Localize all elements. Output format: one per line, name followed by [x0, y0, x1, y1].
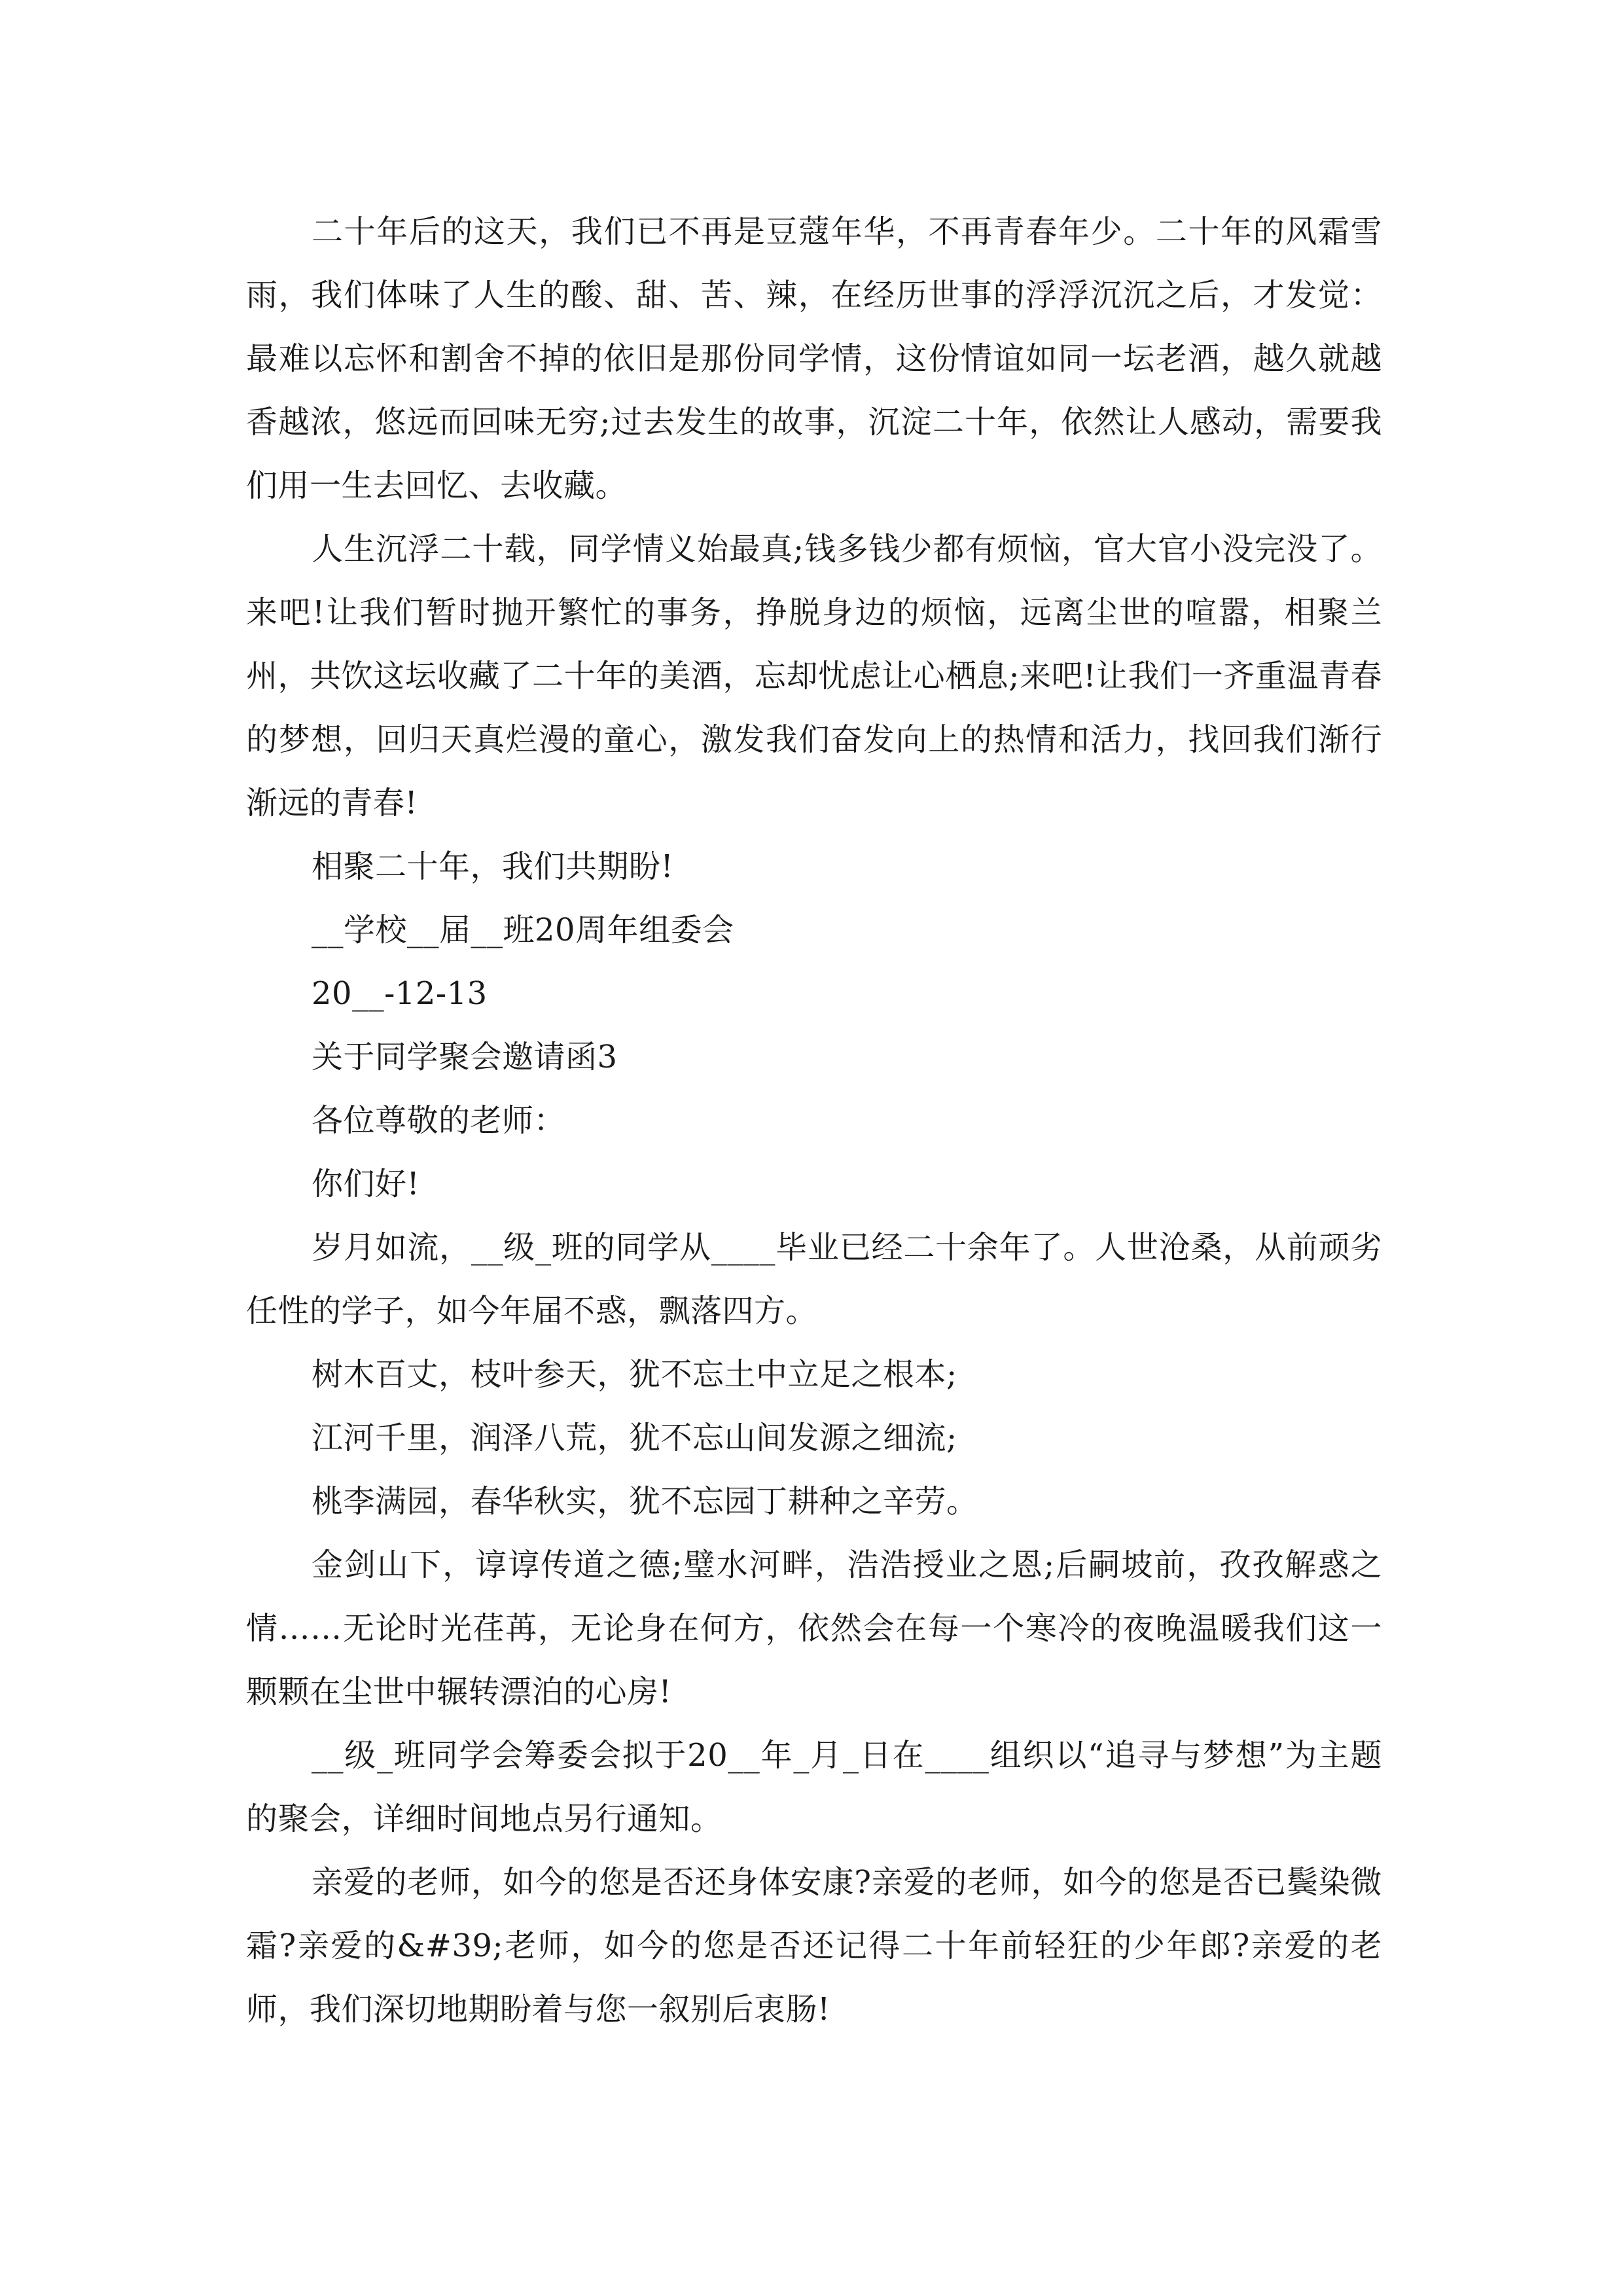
salutation: 各位尊敬的老师： [312, 1102, 566, 1139]
closing-slogan: 相聚二十年，我们共期盼! [312, 848, 674, 885]
paragraph-reunion-intro: 二十年后的这天，我们已不再是豆蔻年华，不再青春年少。二十年的风霜雪雨，我们体味了人生的酸、甜、苦、辣，在经历世事的浮浮沉沉之后，才发觉：最难以忘怀和割舍不掉的依旧是那份同学情，这份情谊如同一坛老酒，越久就越香越浓，悠远而回味无穷;过去发生的故事，沉淀二十年，依然让人感动，需要我们用一生去回忆、去收藏。 [246, 213, 1382, 504]
paragraph-gratitude: 金剑山下，谆谆传道之德;璧水河畔，浩浩授业之恩;后嗣坡前，孜孜解惑之情……无论时光荏苒，无论身在何方，依然会在每一个寒冷的夜晚温暖我们这一颗颗在尘世中辗转漂泊的心房! [246, 1547, 1382, 1710]
signature-date: 20__-12-13 [312, 975, 488, 1012]
verse-line-rivers: 江河千里，润泽八荒，犹不忘山间发源之细流; [312, 1420, 957, 1456]
document-body [246, 200, 1382, 2041]
paragraph-invitation-call: 人生沉浮二十载，同学情义始最真;钱多钱少都有烦恼，官大官小没完没了。来吧!让我们暂时抛开繁忙的事务，挣脱身边的烦恼，远离尘世的喧嚣，相聚兰州，共饮这坛收藏了二十年的美酒，忘却忧虑让心栖息;来吧!让我们一齐重温青春的梦想，回归天真烂漫的童心，激发我们奋发向上的热情和活力，找回我们渐行渐远的青春! [246, 531, 1382, 821]
verse-line-peaches: 桃李满园，春华秋实，犹不忘园丁耕种之辛劳。 [312, 1483, 978, 1520]
greeting: 你们好! [312, 1166, 420, 1202]
paragraph-years-passed: 岁月如流，__级_班的同学从____毕业已经二十余年了。人世沧桑，从前顽劣任性的学子，如今年届不惑，飘落四方。 [246, 1229, 1382, 1329]
verse-line-trees: 树木百丈，枝叶参天，犹不忘土中立足之根本; [312, 1356, 957, 1393]
section-title: 关于同学聚会邀请函3 [312, 1039, 618, 1075]
paragraph-event-notice: __级_班同学会筹委会拟于20__年_月_日在____组织以“追寻与梦想”为主题的聚会，详细时间地点另行通知。 [246, 1737, 1382, 1837]
organizer-signature: __学校__届__班20周年组委会 [312, 912, 734, 948]
paragraph-dear-teacher: 亲爱的老师，如今的您是否还身体安康?亲爱的老师，如今的您是否已鬓染微霜?亲爱的&#39;老师，如今的您是否还记得二十年前轻狂的少年郎?亲爱的老师，我们深切地期盼着与您一叙别后衷肠! [246, 1864, 1382, 2028]
